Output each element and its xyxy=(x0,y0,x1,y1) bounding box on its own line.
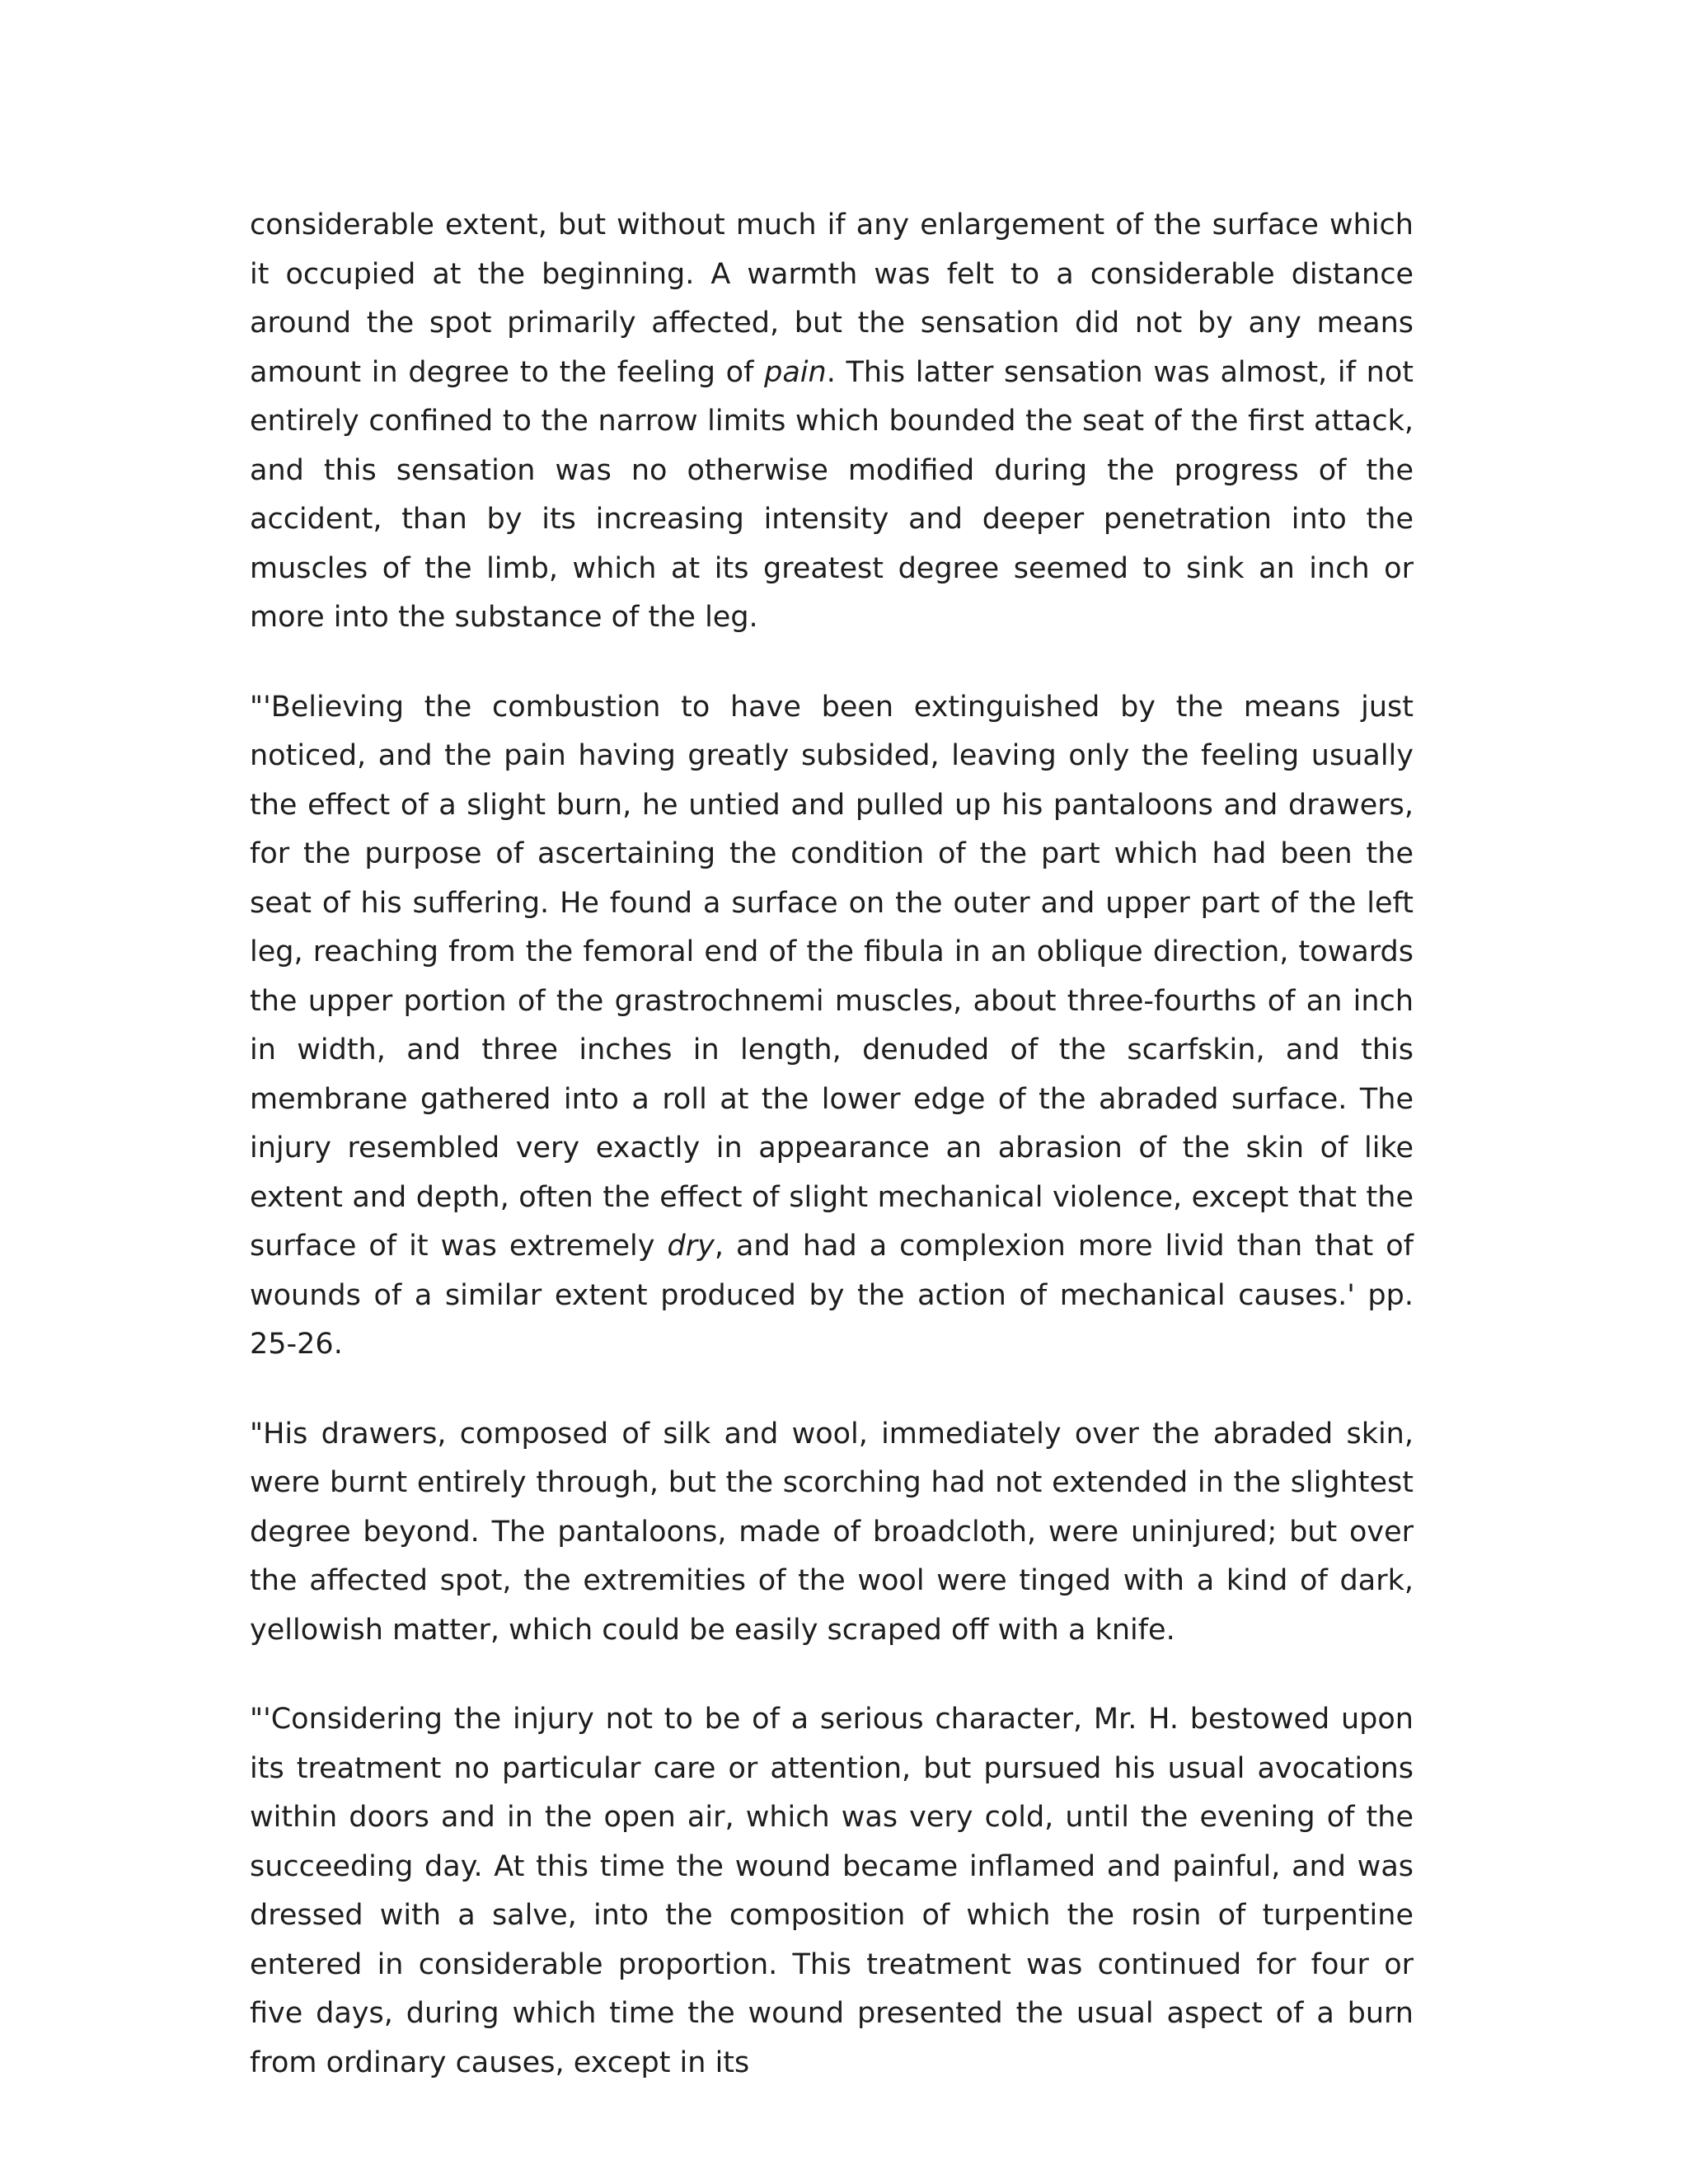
paragraph-1-text-a: considerable extent, but without much if any enlargement of the surface which it occupied at the beginning. A warmth was felt to a considerable distance around the spot primarily affected, but the sensation did not by any means amount in degree to the feeling of xyxy=(250,209,1414,389)
paragraph-4-text: "'Considering the injury not to be of a serious character, Mr. H. bestowed upon its treatment no particular care or attention, but pursued his usual avocations within doors and in the open air, which was very cold, until the evening of the succeeding day. At this time the wound became inflamed and painful, and was dressed with a salve, into the composition of which the rosin of turpentine entered in considerable proportion. This treatment was continued for four or five days, during which time the wound presented the usual aspect of a burn from ordinary causes, except in its xyxy=(250,1703,1414,2079)
paragraph-1-text-b: . This latter sensation was almost, if not entirely confined to the narrow limits which bounded the seat of the first attack, and this sensation was no otherwise modified during the progress of the accident, than by its increasing intensity and deeper penetration into the muscles of the limb, which at its greatest degree seemed to sink an inch or more into the substance of the leg. xyxy=(250,355,1414,634)
paragraph-2-text-a: "'Believing the combustion to have been extinguished by the means just noticed, and the pain having greatly subsided, leaving only the feeling usually the effect of a slight burn, he untied and pulled up his pantaloons and drawers, for the purpose of ascertaining the condition of the part which had been the seat of his suffering. He found a surface on the outer and upper part of the left leg, reaching from the femoral end of the fibula in an oblique direction, towards the upper portion of the grastrochnemi muscles, about three-fourths of an inch in width, and three inches in length, denuded of the scarfskin, and this membrane gathered into a roll at the lower edge of the abraded surface. The injury resembled very exactly in appearance an abrasion of the skin of like extent and depth, often the effect of slight mechanical violence, except that the surface of it was extremely xyxy=(250,690,1414,1263)
paragraph-4 xyxy=(250,1695,1414,2088)
paragraph-3-text: "His drawers, composed of silk and wool, immediately over the abraded skin, were burnt entirely through, but the scorching had not extended in the slightest degree beyond. The pantaloons, made of broadcloth, were uninjured; but over the affected spot, the extremities of the wool were tinged with a kind of dark, yellowish matter, which could be easily scraped off with a knife. xyxy=(250,1417,1414,1647)
paragraph-2 xyxy=(250,683,1414,1370)
paragraph-1 xyxy=(250,201,1414,643)
paragraph-3 xyxy=(250,1410,1414,1656)
paragraph-2-emphasis-dry: dry xyxy=(667,1230,715,1263)
paragraph-2-text-b: , and had a complexion more livid than that of wounds of a similar extent produced by the action of mechanical causes.' pp. 25-26. xyxy=(250,1230,1414,1361)
body-text xyxy=(250,201,1414,2088)
paragraph-1-emphasis-pain: pain xyxy=(764,355,827,389)
